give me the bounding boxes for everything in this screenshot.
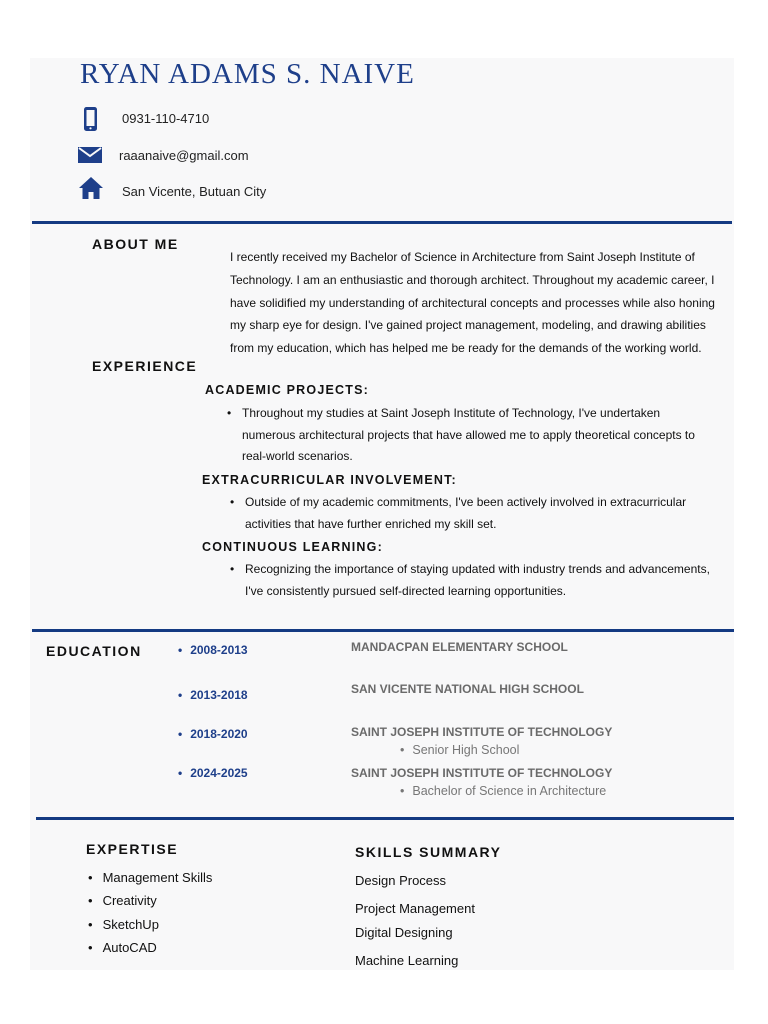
academic-projects-item <box>227 403 712 468</box>
home-icon <box>78 176 104 205</box>
bullet-icon: • <box>230 495 235 509</box>
text-line: real-world scenarios. <box>242 449 353 463</box>
extracurricular-title: EXTRACURRICULAR INVOLVEMENT: <box>202 473 457 487</box>
education-years: • 2008-2013 <box>178 643 248 657</box>
about-heading: ABOUT ME <box>92 236 179 252</box>
divider-rule <box>32 629 734 632</box>
education-school: SAN VICENTE NATIONAL HIGH SCHOOL <box>351 682 584 696</box>
divider-rule <box>36 817 734 820</box>
about-line: I recently received my Bachelor of Science in Architecture from Saint Joseph Institute of <box>230 250 695 264</box>
resume-name: RYAN ADAMS S. NAIVE <box>80 58 415 90</box>
text-line: numerous architectural projects that have allowed me to apply theoretical concepts to <box>242 427 695 442</box>
experience-heading: EXPERIENCE <box>92 358 198 374</box>
skill-item: Digital Designing <box>355 925 453 940</box>
skills-heading: SKILLS SUMMARY <box>355 844 502 860</box>
bullet-icon: • <box>230 562 235 576</box>
expertise-item: • Creativity <box>88 893 157 908</box>
skill-item: Design Process <box>355 873 447 888</box>
divider-rule <box>32 221 732 224</box>
continuous-learning-title: CONTINUOUS LEARNING: <box>202 540 383 554</box>
education-years: • 2024-2025 <box>178 766 248 780</box>
education-school: MANDACPAN ELEMENTARY SCHOOL <box>351 640 568 654</box>
phone-number: 0931-110-4710 <box>122 111 210 126</box>
education-school: SAINT JOSEPH INSTITUTE OF TECHNOLOGY <box>351 766 613 780</box>
continuous-learning-item <box>230 559 715 602</box>
about-line: have solidified my understanding of architectural concepts and processes while also honing <box>230 295 715 310</box>
email-address: raaanaive@gmail.com <box>119 148 249 163</box>
text-line: Throughout my studies at Saint Joseph Institute of Technology, I've undertaken <box>242 406 661 420</box>
expertise-item: • SketchUp <box>88 917 159 932</box>
academic-projects-title: ACADEMIC PROJECTS: <box>205 383 369 397</box>
phone-icon <box>80 106 104 137</box>
extracurricular-item <box>230 492 715 535</box>
education-heading: EDUCATION <box>46 643 142 659</box>
text-line: Outside of my academic commitments, I've been actively involved in extracurricular <box>245 495 687 509</box>
mail-icon <box>78 146 102 169</box>
expertise-item: • AutoCAD <box>88 940 157 955</box>
home-address: San Vicente, Butuan City <box>122 184 267 199</box>
about-line: from my education, which has helped me be ready for the demands of the working world. <box>230 341 702 356</box>
skill-item: Project Management <box>355 901 475 916</box>
bullet-icon: • <box>227 406 232 420</box>
text-line: Recognizing the importance of staying updated with industry trends and advancements, <box>245 562 710 576</box>
expertise-heading: EXPERTISE <box>86 841 179 857</box>
text-line: activities that have further enriched my skill set. <box>245 516 497 531</box>
expertise-item: • Management Skills <box>88 870 212 885</box>
education-school: SAINT JOSEPH INSTITUTE OF TECHNOLOGY <box>351 725 613 739</box>
education-years: • 2018-2020 <box>178 727 248 741</box>
education-years: • 2013-2018 <box>178 688 248 702</box>
about-paragraph <box>230 246 725 360</box>
education-detail: • Senior High School <box>400 743 519 757</box>
about-line: Technology. I am an enthusiastic and thorough architect. Throughout my academic career, I <box>230 272 715 287</box>
skill-item: Machine Learning <box>355 953 459 968</box>
text-line: I've consistently pursued self-directed learning opportunities. <box>245 583 567 598</box>
education-detail: • Bachelor of Science in Architecture <box>400 784 606 798</box>
about-line: my sharp eye for design. I've gained project management, modeling, and drawing abilities <box>230 318 706 333</box>
